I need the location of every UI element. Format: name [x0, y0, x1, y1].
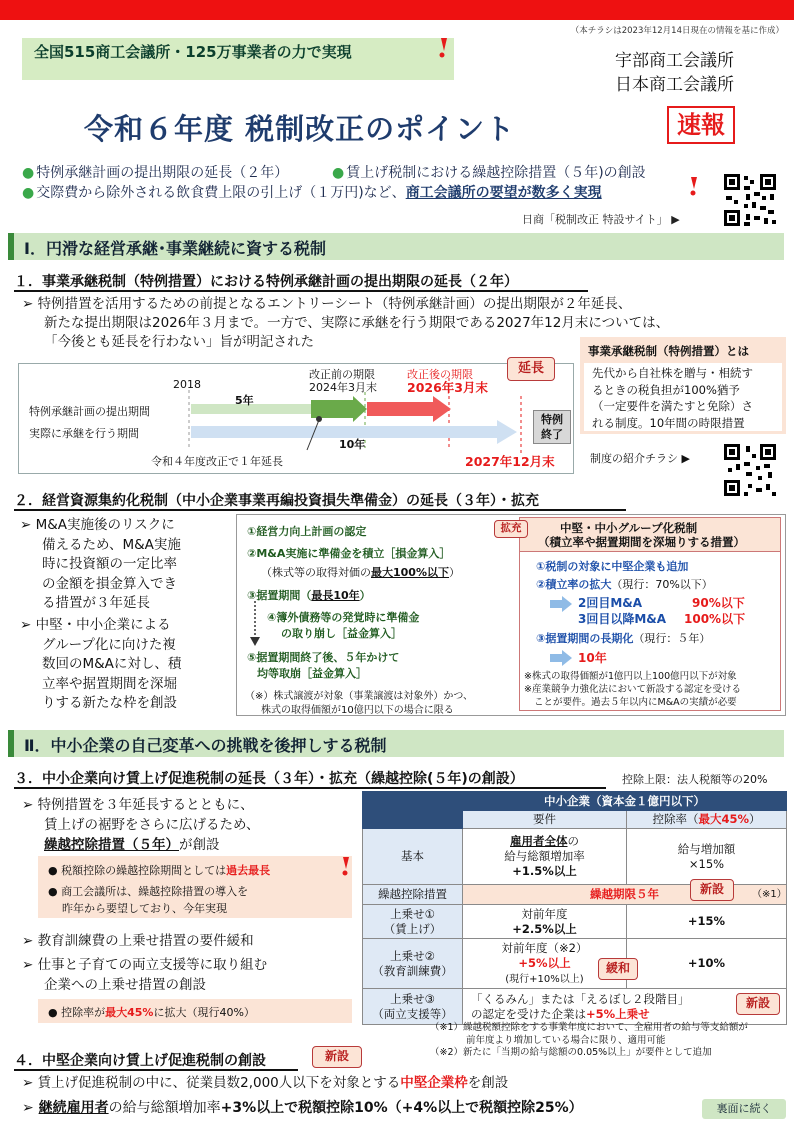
basic-req: 雇用者全体の 給与総額増加率 +1.5%以上	[463, 829, 627, 885]
deferral-10yr: 10年	[578, 651, 607, 665]
addon-1-rate: +15%	[627, 905, 787, 939]
paragraph-1: ➢ 特例措置を活用するための前提となるエントリーシート（特例承継計画）の提出期限が２年延長、 新たな提出期限は2026年３月まで。一方で、実際に承継を行う期限である2027年12月末については、 「今後とも延長を行わない」旨が明記された	[22, 296, 670, 350]
breaking-badge: 速報	[667, 106, 735, 144]
step-1: ①経営力向上計画の認定	[247, 525, 367, 538]
qr-code-icon[interactable]	[722, 442, 778, 498]
row-succession-period: 実際に承継を行う期間	[29, 427, 139, 440]
top-red-bar	[0, 0, 794, 20]
left-text-2: ➢ 中堅・中小企業による グループ化に向けた複 数回のM&Aに対し、積 立率や据置期間を深堀 りする新たな枠を創設	[20, 617, 182, 711]
wage-text-1: ➢ 特例措置を３年延長するとともに、 賃上げの裾野をさらに広げるため、 繰越控除措置（５年）が創設	[22, 797, 260, 853]
flyer-link[interactable]: 制度の紹介チラシ ▶	[590, 452, 690, 465]
heading-1: １．事業承継税制（特例措置）における特例承継計画の提出期限の延長（２年）	[14, 274, 518, 290]
heading-2: ２．経営資源集約化税制（中小企業事業再編投資損失準備金）の延長（３年）・拡充	[14, 493, 539, 509]
exclamation-icon	[688, 176, 700, 198]
third-ma: 3回目以降M&A	[578, 612, 667, 626]
col-rate: 控除率（最大45%）	[627, 811, 787, 829]
achievement-ribbon	[22, 38, 454, 80]
second-ma-rate: 90%以下	[692, 596, 745, 610]
new-badge-midsize: 新設	[312, 1046, 362, 1068]
row-addon-1: 上乗せ① （賃上げ）	[363, 905, 463, 939]
wage-text-2: ➢ 教育訓練費の上乗せ措置の要件緩和 ➢ 仕事と子育ての両立支援等に取り組む 企業への上乗せ措置の創設	[22, 933, 268, 993]
five-year-label: 5年	[235, 394, 254, 407]
table-header: 中小企業（資本金１億円以下）	[463, 792, 787, 811]
carryforward-period: 繰越期限５年	[463, 885, 787, 905]
mid-note-2: 株式の取得価額が10億円以下の場合に限る	[261, 705, 454, 716]
group-notes: ※株式の取得価額が1億円以上100億円以下が対象 ※産業競争力強化法において新設する認定を受ける ことが要件。過去５年以内にM&Aの実績が必要	[524, 671, 741, 708]
before-deadline-label: 改正前の期限	[309, 368, 375, 381]
third-ma-rate: 100%以下	[684, 612, 746, 626]
deduction-cap: 控除上限：法人税額等の20%	[622, 773, 768, 786]
final-deadline: 2027年12月末	[465, 454, 555, 469]
exclamation-icon	[340, 856, 352, 878]
special-site-link[interactable]: 日商「税制改正 特設サイト」 ▶	[522, 213, 680, 226]
bullet-1: ● 特例承継計画の提出期限の延長（２年）	[22, 162, 288, 182]
row-carryforward: 繰越控除措置	[363, 885, 463, 905]
new-badge-addon3: 新設	[736, 993, 780, 1015]
addon-2-req: 対前年度（※2） +5%以上 (現行+10%以上)	[463, 939, 627, 989]
year-2018: 2018	[173, 378, 201, 391]
second-ma: 2回目M&A	[578, 596, 643, 610]
row-plan-period: 特例承継計画の提出期間	[29, 405, 150, 418]
ma-diagram	[236, 514, 786, 716]
heading-4-underline	[14, 1069, 298, 1071]
row-basic: 基本	[363, 829, 463, 885]
midsize-text-2: ➢ 継続雇用者の給与総額増加率+3%以上で税額控除10%（+4%以上で税額控除25%）	[22, 1100, 583, 1116]
group-item-2: ②積立率の拡大（現行：70%以下）	[536, 578, 713, 591]
col-requirement: 要件	[463, 811, 627, 829]
ten-year-label: 10年	[339, 438, 366, 451]
left-text-1: ➢ M&A実施後のリスクに 備えるため、M&A実施 時に投資額の一定比率 の金額を損金算入でき る措置が３年延長	[20, 517, 181, 611]
special-end-box: 特例 終了	[533, 410, 571, 444]
extension-badge: 延長	[507, 357, 555, 381]
qr-code-icon[interactable]	[722, 172, 778, 228]
table-notes: （※1）繰越税額控除をする事業年度において、全雇用者の給与等支給額が 前年度より増加している場合に限り、適用可能 （※2）新たに「当期の給与総額の0.05%以上」が要件として追加	[430, 1022, 748, 1058]
org-ube: 宇部商工会議所	[615, 51, 734, 71]
step-4b: の取り崩し［益金算入］	[281, 627, 402, 640]
step-4a: ④簿外債務等の発覚時に準備金	[267, 611, 420, 624]
after-deadline-date: 2026年3月末	[407, 380, 488, 395]
heading-4: ４．中堅企業向け賃上げ促進税制の創設	[14, 1053, 266, 1069]
bullet-2: ● 賃上げ税制における繰越控除措置（５年)の創設	[332, 162, 646, 182]
ribbon-text: 全国515商工会議所・125万事業者の力で実現	[34, 43, 352, 61]
relaxed-badge: 緩和	[598, 958, 638, 980]
basic-rate: 給与増加額 ×15%	[627, 829, 787, 885]
exclamation-icon	[436, 37, 450, 59]
arrow-right-icon	[550, 596, 572, 612]
step-3: ③据置期間（最長10年）	[247, 589, 371, 602]
pink-highlight-1: ● 税額控除の繰越控除期間としては過去最長 ● 商工会議所は、繰越控除措置の導入を 昨年から要望しており、今年実現	[38, 856, 352, 918]
new-badge-carryforward: 新設	[690, 879, 734, 901]
row-addon-2: 上乗せ② （教育訓練費）	[363, 939, 463, 989]
addon-1-req: 対前年度 +2.5%以上	[463, 905, 627, 939]
dotted-arrow-icon	[249, 601, 263, 647]
carryforward-note-ref: （※1）	[752, 889, 787, 900]
row-addon-3: 上乗せ③ （両立支援等）	[363, 989, 463, 1025]
org-nissho: 日本商工会議所	[615, 75, 734, 95]
addon-2-rate: +10%	[627, 939, 787, 989]
section-1-header: Ⅰ．円滑な経営承継･事業継続に資する税制	[8, 233, 784, 260]
after-deadline-label: 改正後の期限	[407, 368, 473, 381]
mid-note-1: （※）株式譲渡が対象（事業譲渡は対象外）かつ、	[245, 691, 473, 702]
group-tax-box: 中堅・中小グループ化税制 （積立率や据置期間を深堀りする措置） 拡充 ①税制の対象に中堅企業も追加 ②積立率の拡大（現行：70%以下） 2回目M&A 90%以下 3回目以降M&A 100%以下 ③据置期間の長期化（現行：５年） 10年 ※株式の取得価額が1億円以上100億円以下が対象 ※産業競争力強化法において新設する認定を受ける ことが要件。過去５年以内にM&Aの実績が必要	[519, 517, 781, 711]
heading-3: ３．中小企業向け賃上げ促進税制の延長（３年）・拡充（繰越控除(５年)の創設）	[14, 771, 524, 787]
date-note: （本チラシは2023年12月14日現在の情報を基に作成）	[570, 26, 784, 36]
wage-tax-table	[362, 791, 787, 1025]
step-2-detail: （株式等の取得対価の最大100%以下）	[261, 566, 460, 579]
arrow-right-icon	[550, 650, 572, 666]
group-item-3: ③据置期間の長期化（現行：５年）	[536, 632, 711, 645]
r4-extension-note: 令和４年度改正で１年延長	[151, 455, 283, 468]
midsize-text-1: ➢ 賃上げ促進税制の中に、従業員数2,000人以下を対象とする中堅企業枠を創設	[22, 1075, 509, 1091]
step-5a: ⑤据置期間終了後、５年かけて	[247, 651, 400, 664]
heading-1-underline	[14, 290, 588, 292]
before-deadline-date: 2024年3月末	[309, 381, 377, 394]
timeline-diagram	[18, 363, 574, 474]
step-5b: 均等取崩［益金算入］	[257, 667, 367, 680]
side-explainer: 事業承継税制（特例措置）とは 先代から自社株を贈与・相続す るときの税負担が100%猶予 （一定要件を満たすと免除）さ れる制度。10年間の時限措置	[580, 337, 786, 434]
pink-highlight-2: ● 控除率が最大45%に拡大（現行40%）	[38, 999, 352, 1023]
badge-shadow	[751, 112, 771, 144]
continue-overleaf-button[interactable]: 裏面に続く	[702, 1099, 786, 1119]
heading-2-underline	[14, 509, 626, 511]
addon-3-req: 「くるみん」または「えるぼし２段階目」 の認定を受けた企業は+5%上乗せ	[463, 989, 787, 1025]
section-2-header: Ⅱ．中小企業の自己変革への挑戦を後押しする税制	[8, 730, 784, 757]
expansion-badge: 拡充	[494, 520, 528, 538]
heading-3-underline	[14, 787, 606, 789]
page-title: 令和６年度 税制改正のポイント	[84, 112, 516, 146]
bullet-3: ● 交際費から除外される飲食費上限の引上げ（１万円)など、商工会議所の要望が数多く実現	[22, 182, 602, 202]
group-item-1: ①税制の対象に中堅企業も追加	[536, 560, 689, 573]
step-2: ②M&A実施に準備金を積立［損金算入］	[247, 547, 451, 560]
